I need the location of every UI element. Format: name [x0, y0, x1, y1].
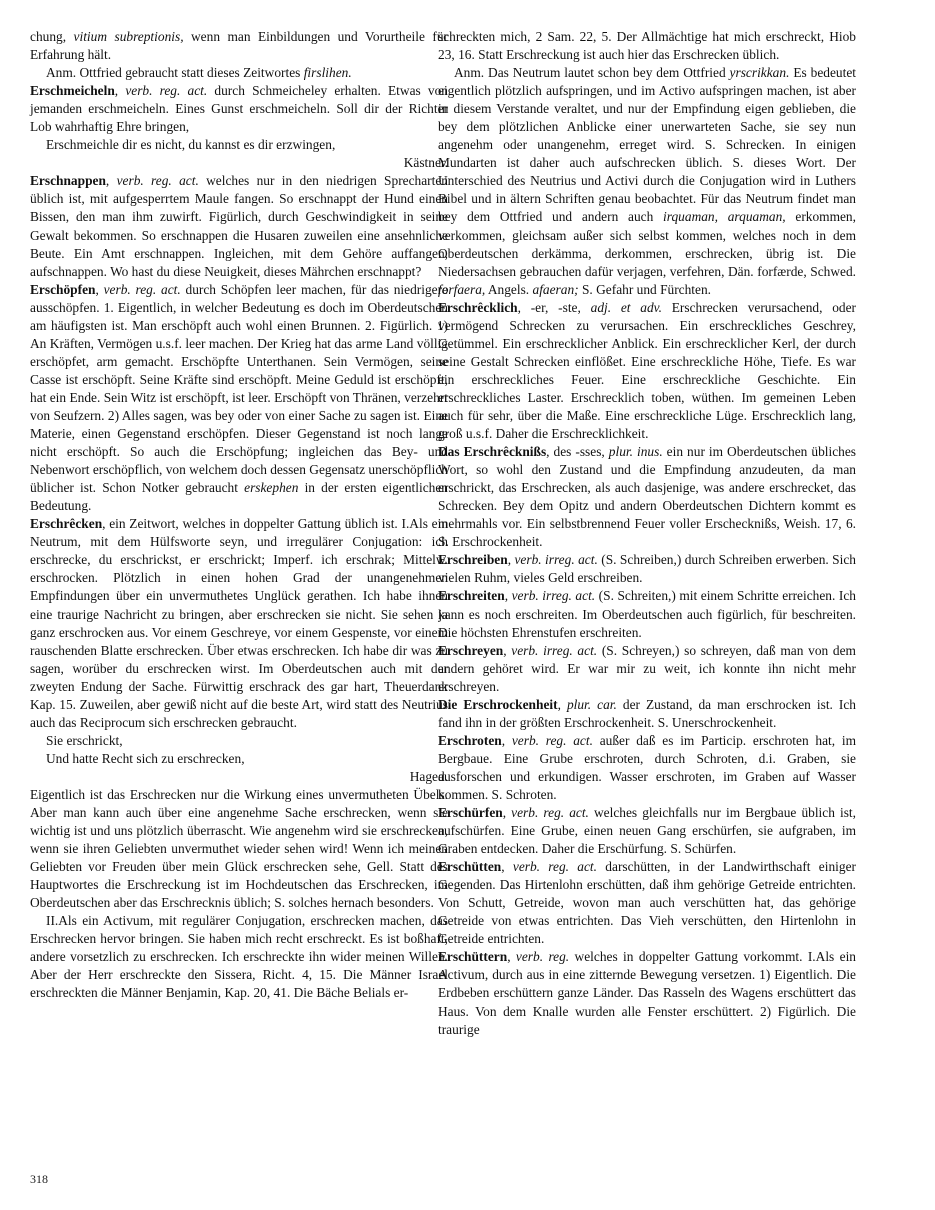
italic-text: plur. car. — [566, 696, 617, 712]
text-run: , des -sses, — [546, 444, 609, 460]
italic-text: firslihen. — [303, 65, 352, 81]
text-run: , — [507, 552, 515, 568]
text-run: erkommen, verkommen, gleichsam außer sich selbst kommen, welches noch in dem Oberdeutschen derkämma, derkommen, erschrecken, übrig ist. Die Niedersachsen gebrauchen dafür verjagen, verfehren, Dän. forfærde, Schwed. — [438, 209, 856, 279]
entry-headword: Erschürfen — [438, 805, 503, 821]
entry-headword: Erschrêcken — [30, 516, 103, 532]
italic-text: yrscrikkan. — [729, 65, 790, 81]
quotation-source — [30, 768, 448, 786]
dictionary-entry — [30, 172, 448, 280]
italic-text: verb. reg. act. — [511, 805, 589, 821]
dictionary-entry — [438, 948, 856, 1038]
dictionary-entry — [438, 696, 856, 732]
text-run: chung, — [30, 29, 74, 44]
text-run: , — [95, 281, 104, 297]
page-number: 318 — [30, 1172, 48, 1186]
text-run: , — [503, 642, 512, 658]
italic-text: irquaman, arquaman, — [663, 209, 786, 225]
text-run: durch Schöpfen leer machen, für das niedrigere ausschöpfen. 1. Eigentlich, in welcher Bedeutung es doch im Oberdeutschen am häufigsten ist. Man erschöpft auch wohl einen Brunnen. 2. Figürlich. 1) An Kräften, Vermögen u.s.f. leer machen. Der Krieg hat das arme Land völlig erschöpfet, arm gemacht. Erschöpfte Unterthanen. Sein Vermögen, seine Casse ist erschöpft. Seine Kräfte sind erschöpft. Meine Geduld ist erschöpft, hat ein Ende. Sein Witz ist erschöpft, ist leer. Erschöpft von Thränen, verzehrt von Seufzern. 2) Alles sagen, was bey oder von einer Sache zu sagen ist. Eine Materie, einen Gegenstand erschöpfen. Dieser Gegenstand ist noch lange nicht erschöpft. So auch die Erschöpfung; ingleichen das Bey- und Nebenwort erschöpflich, von welchem doch dessen Gegensatz unerschöpflich üblicher ist. Schon Notker gebraucht — [30, 281, 448, 496]
note-paragraph — [30, 912, 448, 1002]
entry-headword: Erschütten — [438, 859, 502, 875]
paragraph — [30, 786, 448, 912]
italic-text: verb. reg. act. — [103, 281, 181, 297]
dictionary-entry — [30, 281, 448, 516]
quotation-line — [46, 732, 448, 750]
quotation-line — [46, 750, 448, 768]
italic-text: vitium subreptionis, — [73, 29, 184, 44]
text-run: außer daß es im Particip. erschroten hat, im Bergbaue. Eine Grube erschroten, durch Schroten, d.i. Graben, sie ausforschen und erkundigen. Wasser erschroten, im Graben auf Wasser kommen. S. Schroten. — [438, 732, 857, 802]
text-run: Es bedeutet eigentlich plötzlich aufspringen, und im Activo aufspringen machen, ist aber in diesem Verstande veraltet, und nur der Empfindung eigen geblieben, die bey dem plötzlichen Anblicke einer unerwarteten Sache, sie sey nun angenehm oder unangenehm, erreget wird. S. Schrecken. In einigen Mundarten ist daher auch aufschrecken üblich. S. dieses Wort. Der Unterschied des Neutrius und Activi durch die Conjugation wird in Luthers Bibel und in ältern Schriften genau beobachtet. Für das Neutrum findet man bey dem Ottfried und andern auch — [438, 65, 856, 225]
text-run: darschütten, in der Landwirthschaft einiger Gegenden. Das Hirtenlohn erschütten, daß ihm gehörige Getreide entrichten. Von Schutt, Getreide, wovon man auch verschütten hat, das gehörige Getreide von etwas entrichten. Das Vieh verschütten, den Hirtenlohn in Getreide entrichten. — [438, 859, 856, 947]
italic-text: forfaera, — [438, 281, 486, 297]
text-run: wenn man Einbildungen und Vorurtheile für Erfahrung hält. — [30, 29, 448, 63]
italic-text: afaeran; — [532, 281, 579, 297]
text-run: Eigentlich ist das Erschrecken nur die Wirkung eines unvermutheten Übels. Aber man kann auch über eine angenehme Sache erschrecken, wenn sie wichtig ist und uns plötzlich überrascht. Wie angenehm wird sie erschrecken, wenn sie ihren Geliebten unvermuthet wieder sehen wird! Wenn ich meinen Geliebten vor Freuden über mein Glück erschrecken sehe, Gell. Statt des Hauptwortes die Erschreckung ist im Hochdeutschen das Erschrecken, im Oberdeutschen aber das Erschrecknis üblich; S. solches hernach besonders. — [30, 786, 448, 911]
text-run: , — [504, 588, 512, 604]
dictionary-entry — [438, 443, 856, 551]
text-run: welches gleichfalls nur im Bergbaue üblich ist, aufschürfen. Eine Grube, einen neuen Gang erschürfen, sie aufgraben, im Graben entdecken. Daher die Erschürfung. S. Schürfen. — [438, 805, 857, 857]
text-run: in der ersten eigentlichen Bedeutung. — [30, 480, 448, 514]
text-run: , — [114, 83, 126, 99]
dictionary-entry — [438, 299, 856, 443]
quotation-source — [30, 154, 448, 172]
italic-text: verb. reg. act. — [511, 732, 593, 748]
italic-text: verb. irreg. act. — [514, 552, 598, 568]
text-run: (S. Schreyen,) so schreyen, daß man von dem andern gehöret wird. Er war mir zu weit, ich konnte ihn nicht mehr erschreyen. — [438, 642, 856, 694]
italic-text: verb. irreg. act. — [511, 588, 596, 604]
entry-headword: Erschüttern — [438, 949, 508, 965]
dictionary-page — [30, 28, 908, 1178]
entry-headword: Erschroten — [438, 732, 502, 748]
text-run: Erschmeichle dir es nicht, du kannst es dir erzwingen, — [46, 137, 336, 153]
dictionary-entry — [438, 587, 856, 641]
entry-headword: Erschreiten — [438, 588, 505, 604]
paragraph — [438, 28, 856, 64]
text-run: , — [501, 732, 512, 748]
italic-text: verb. reg. act. — [125, 83, 208, 99]
text-run: , ein Zeitwort, welches in doppelter Gattung üblich ist. I.Als ein Neutrum, mit dem Hülfsworte seyn, und irregulärer Conjugation: ich erschrecke, du erschrickst, er erschrickt; Imperf. ich erschrak; Mittelw. erschrocken. Plötzlich in einen hohen Grad der unangenehmen Empfindungen über ein unvermuthetes Unglück gerathen. Ich habe ihnen eine traurige Nachricht zu bringen, aber erschrecken sie nicht. Sie sehen ja ganz erschrocken aus. Vor einem Geschreye, vor einem Gespenste, vor einem rauschenden Blatte erschrecken. Über etwas erschrecken. Ich habe dir was zu sagen, worüber du erschrecken wirst. Im Oberdeutschen auch mit der zweyten Endung der Sache. Fürwittig erschrack des gar hart, Theuerdank Kap. 15. Zuweilen, aber gewiß nicht auf die beste Art, wird statt des Neutrius auch das Reciprocum sich erschrecken gebraucht. — [30, 516, 448, 730]
text-run: der Zustand, da man erschrocken ist. Ich fand ihn in der größten Erschrockenheit. S. Unerschrockenheit. — [438, 696, 856, 730]
text-run: Anm. Das Neutrum lautet schon bey dem Ottfried — [454, 65, 730, 81]
note-paragraph — [438, 64, 856, 299]
dictionary-entry — [438, 551, 856, 587]
note-paragraph — [30, 64, 448, 82]
italic-text: plur. inus. — [608, 444, 663, 460]
text-run: (S. Schreiten,) mit einem Schritte erreichen. Ich kann es noch erschreiten. Im Oberdeutschen auch figürlich, für beschreiten. Die höchsten Ehrenstufen erschreiten. — [438, 588, 856, 640]
entry-headword: Erschnappen — [30, 173, 106, 189]
text-run: Erschrecken verursachend, oder vermögend Schrecken zu verursachen. Ein erschreckliches Geschrey, Getümmel. Ein erschrecklicher Anblick. Ein erschrecklicher Kerl, der durch seine Gestalt Schrecken einflößet. Eine erschreckliche Höhe, Tiefe. Es war ein erschreckliches Feuer. Eine erschreckliche Geschichte. Ein erschreckliches Laster. Erschrecklich toben, wüthen. Im gemeinen Leben auch für sehr, über die Maße. Eine erschreckliche Lüge. Erschrecklich lang, groß u.s.f. Daher die Erschrecklichkeit. — [438, 299, 856, 442]
entry-headword: Erschmeicheln — [30, 83, 115, 99]
text-run: , — [557, 696, 567, 712]
entry-headword: Die Erschrockenheit — [438, 696, 558, 712]
dictionary-entry — [438, 804, 856, 858]
italic-text: verb. reg. act. — [512, 859, 598, 875]
left-column — [30, 28, 448, 1003]
entry-headword: Erschrêcklich — [438, 299, 518, 315]
text-run: Haged. — [409, 768, 448, 784]
italic-text: verb. reg. act. — [116, 173, 199, 189]
dictionary-entry — [438, 732, 856, 804]
italic-text: verb. irreg. act. — [511, 642, 598, 658]
text-run: Kästner. — [403, 155, 448, 171]
entry-headword: Das Erschrêcknißs — [438, 444, 547, 460]
dictionary-entry — [30, 82, 448, 136]
text-run: , — [501, 859, 513, 875]
text-run: welches nur in den niedrigen Sprecharten üblich ist, mit aufgesperrtem Maule fangen. So erschnappt der Hund einen Bissen, den man ihm zuwirft. Figürlich, durch Geschwindigkeit in seine Gewalt bekommen. So erschnappen die Husaren zuweilen eine ansehnliche Beute. Ein Amt erschnappen. Ingleichen, mit dem Gehöre auffangen, aufschnappen. Wo hast du diese Neuigkeit, dieses Mährchen erschnappt? — [30, 173, 448, 279]
dictionary-entry — [438, 858, 856, 948]
entry-headword: Erschreyen — [438, 642, 504, 658]
italic-text: adj. et adv. — [590, 299, 662, 315]
text-run: (S. Schreiben,) durch Schreiben erwerben. Sich vielen Ruhm, vieles Geld erschreiben. — [438, 552, 856, 586]
dictionary-entry — [438, 642, 856, 696]
text-run: , -er, -ste, — [517, 299, 591, 315]
text-run: S. Gefahr und Fürchten. — [578, 281, 712, 297]
text-run: Anm. Ottfried gebraucht statt dieses Zeitwortes — [46, 65, 304, 81]
text-run: , — [502, 805, 512, 821]
right-column — [438, 28, 856, 1039]
paragraph — [30, 28, 448, 64]
text-run: , — [105, 173, 117, 189]
text-run: II.Als ein Activum, mit regulärer Conjugation, erschrecken machen, das Erschrecken hervor bringen. Sie haben mich recht erschreckt. Es ist boßhaft, andere vorsetzlich zu erschrecken. Ich erschreckte ihn wider meinen Willen. Aber der Herr erschreckte den Sissera, Richt. 4, 15. Die Männer Israel erschreckten die Männer Benjamin, Kap. 20, 41. Die Bäche Belials er- — [30, 913, 448, 1001]
text-run: ein nur im Oberdeutschen übliches Wort, so wohl den Zustand und die Empfindung anzudeuten, da man erschrickt, das Erschrecken, als auch dasjenige, was andere erschrecket, das Schrecken. Bey dem Opitz und andern Oberdeutschen Dichtern kommt es mehrmahls vor. Ein selbstbrennend Feuer voller Erschecknißs, Weish. 17, 6. S. Erschrockenheit. — [438, 444, 857, 550]
text-run: durch Schmeicheley erhalten. Etwas von jemanden erschmeicheln. Eines Gunst erschmeicheln. Soll dir der Richter Lob wahrhaftig Ehre bringen, — [30, 83, 448, 135]
text-run: Und hatte Recht sich zu erschrecken, — [46, 750, 245, 766]
dictionary-entry — [30, 515, 448, 732]
italic-text: erskephen — [244, 480, 299, 496]
text-run: Sie erschrickt, — [46, 732, 123, 748]
text-run: Angels. — [485, 281, 533, 297]
text-run: schreckten mich, 2 Sam. 22, 5. Der Allmächtige hat mich erschreckt, Hiob 23, 16. Statt Erschreckung ist auch hier das Erschrecken üblich. — [438, 29, 856, 63]
entry-headword: Erschreiben — [438, 552, 508, 568]
quotation-line — [46, 136, 448, 154]
text-run: , — [507, 949, 516, 965]
entry-headword: Erschöpfen — [30, 281, 96, 297]
text-run: welches in doppelter Gattung vorkommt. I.Als ein Activum, durch aus in eine zitternde Bewegung versetzen. 1) Eigentlich. Die Erdbeben erschüttern ganze Länder. Das Rasseln des Wagens erschüttert das Haus. Von dem Knalle wurden alle Fenster erschüttert. 2) Figürlich. Die traurige — [438, 949, 856, 1037]
italic-text: verb. reg. — [515, 949, 570, 965]
